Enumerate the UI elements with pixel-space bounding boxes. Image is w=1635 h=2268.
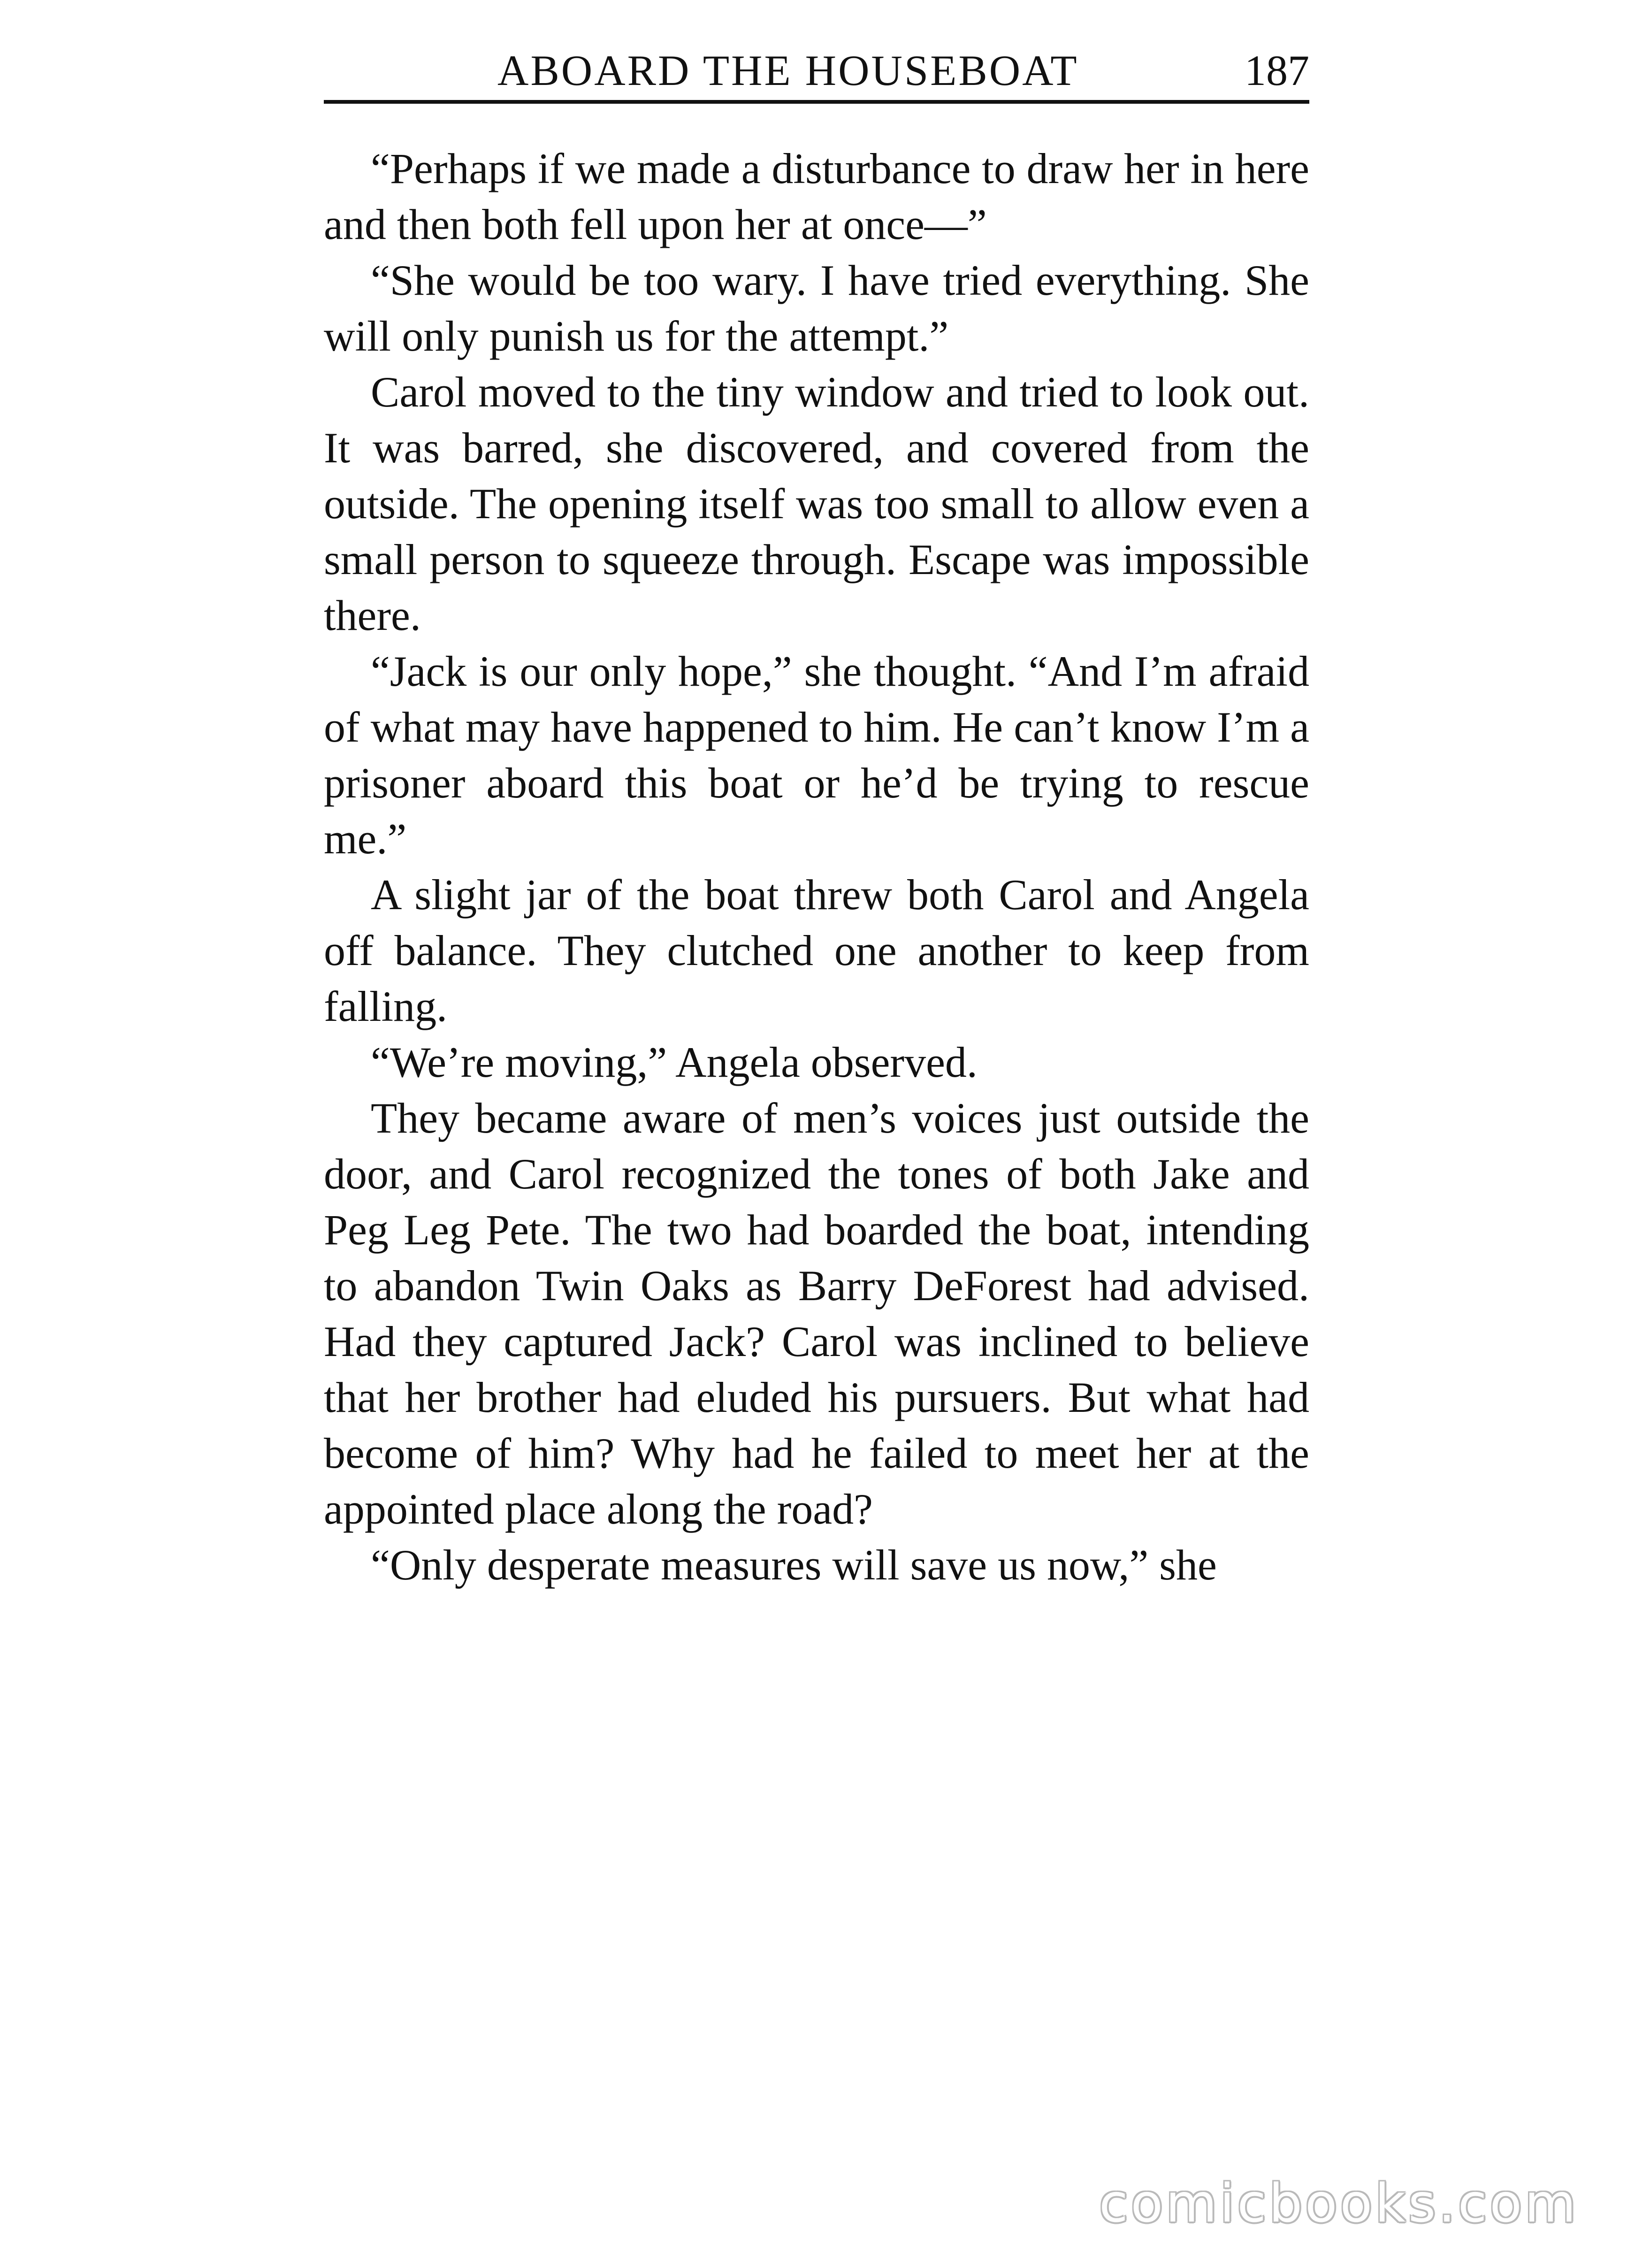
running-title: ABOARD THE HOUSEBOAT xyxy=(497,46,1079,94)
paragraph: “We’re moving,” Angela observed. xyxy=(371,1038,978,1086)
paragraph: Carol moved to the tiny window and tried to look out. It was barred, she discovered, and covered from the outside. The opening itself was too small to allow even a small person to squeeze through. Escape was impossible there. xyxy=(324,368,1309,639)
paragraph: A slight jar of the boat threw both Carol and Angela off balance. They clutched one another to keep from falling. xyxy=(324,871,1309,1030)
paragraph: “She would be too wary. I have tried everything. She will only punish us for the attempt.” xyxy=(324,256,1309,360)
paragraph: They became aware of men’s voices just outside the door, and Carol recognized the tones of both Jake and Peg Leg Pete. The two had boarded the boat, intending to abandon Twin Oaks as Barry DeForest had advised. Had they captured Jack? Carol was inclined to believe that her brother had eluded his pursuers. But what had become of him? Why had he failed to meet her at the appointed place along the road? xyxy=(324,1094,1309,1533)
body-text xyxy=(324,141,1309,1593)
running-header xyxy=(324,45,1309,96)
watermark: comicbooks.com xyxy=(1099,2173,1579,2234)
page-number: 187 xyxy=(1245,46,1309,94)
paragraph: “Jack is our only hope,” she thought. “And I’m afraid of what may have happened to him. He can’t know I’m a prisoner aboard this boat or he’d be trying to rescue me.” xyxy=(324,647,1309,863)
paragraph: “Perhaps if we made a disturbance to draw her in here and then both fell upon her at once—” xyxy=(324,145,1309,248)
header-rule xyxy=(324,100,1309,104)
paragraph: “Only desperate measures will save us now,” she xyxy=(371,1541,1217,1589)
